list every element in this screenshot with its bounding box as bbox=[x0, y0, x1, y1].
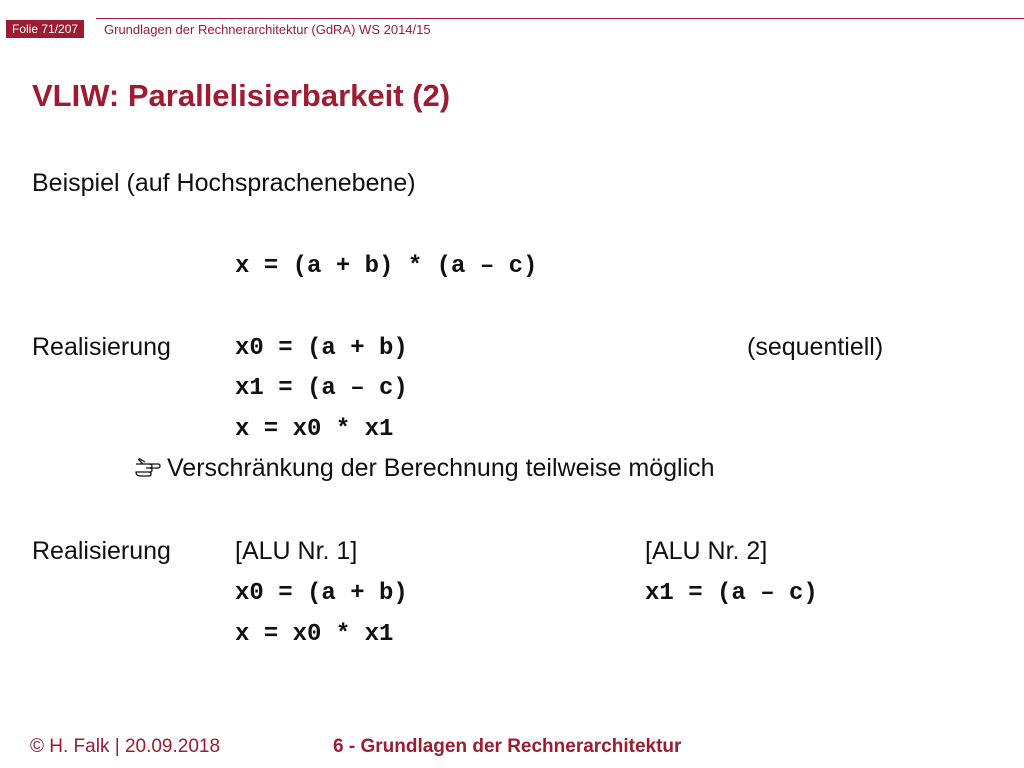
footer-chapter: 6 - Grundlagen der Rechnerarchitektur bbox=[333, 736, 682, 757]
page-title: VLIW: Parallelisierbarkeit (2) bbox=[32, 78, 451, 113]
alu2-code-line: x1 = (a – c) bbox=[645, 580, 818, 607]
footer-author: © H. Falk | 20.09.2018 bbox=[30, 736, 221, 757]
parallel-label: Realisierung bbox=[32, 537, 171, 565]
slide-number-badge: Folie 71/207 bbox=[6, 20, 84, 38]
sequential-label: Realisierung bbox=[32, 333, 171, 361]
alu1-code-line: x0 = (a + b) bbox=[235, 580, 408, 607]
course-title: Grundlagen der Rechnerarchitektur (GdRA) WS 2014/15 bbox=[104, 22, 431, 37]
sequential-note: (sequentiell) bbox=[747, 333, 884, 361]
sequential-code-line: x = x0 * x1 bbox=[235, 416, 394, 443]
hint-row bbox=[135, 453, 715, 483]
alu1-code-line: x = x0 * x1 bbox=[235, 621, 394, 648]
main-formula: x = (a + b) * (a – c) bbox=[235, 253, 538, 280]
example-heading: Beispiel (auf Hochsprachenebene) bbox=[32, 169, 416, 197]
sequential-code-line: x1 = (a – c) bbox=[235, 375, 408, 402]
sequential-code-line: x0 = (a + b) bbox=[235, 335, 408, 362]
header-divider bbox=[96, 18, 1024, 19]
alu2-header: [ALU Nr. 2] bbox=[645, 537, 768, 565]
hint-text: Verschränkung der Berechnung teilweise möglich bbox=[167, 454, 715, 482]
alu1-header: [ALU Nr. 1] bbox=[235, 537, 358, 565]
pointing-hand-icon bbox=[135, 458, 161, 478]
